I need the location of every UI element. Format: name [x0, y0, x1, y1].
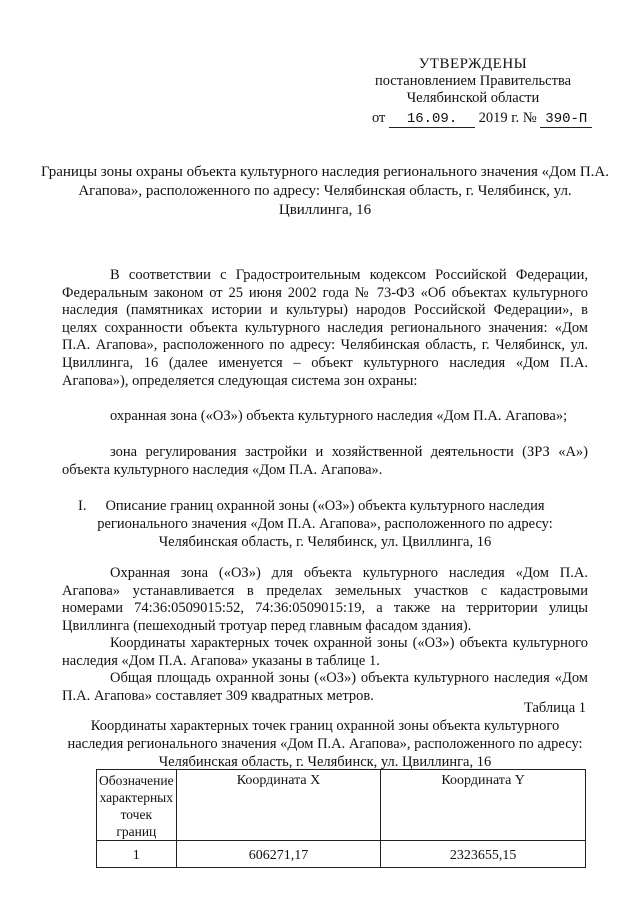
intro-paragraph: В соответствии с Градостроительным кодексом Российской Федерации, Федеральным законом от 25 июня 2002 года № 73-ФЗ «Об объектах культурного наследия (памятниках истории и культуры) народов Российской Федерации», в целях сохранности объекта культурного наследия регионального значения: «Дом П.А. Агапова», расположенного по адресу: Челябинская область, г. Челябинск, ул. Цвиллинга, 16 (далее именуется – объект культурного наследия «Дом П.А. Агапова»), определяется следующая система зон охраны: [62, 267, 588, 389]
approval-block [358, 56, 588, 107]
body-paragraph-2: Координаты характерных точек охранной зоны («ОЗ») объекта культурного наследия «Дом П.А. Агапова» указаны в таблице 1. [62, 635, 588, 669]
header-y: Координата Y [381, 770, 586, 841]
cell-point: 1 [97, 841, 177, 868]
section-number: I. [78, 498, 87, 514]
approval-heading: УТВЕРЖДЕНЫ [418, 56, 528, 72]
cell-x: 606271,17 [176, 841, 381, 868]
header-point: Обозначение характерных точек границ [97, 770, 177, 841]
table-header-row [97, 770, 586, 841]
body-paragraph-1: Охранная зона («ОЗ») для объекта культурного наследия «Дом П.А. Агапова» устанавливается в пределах земельных участков с кадастровыми номерами 74:36:0509015:52, 74:36:0509015:19, а также на территории улицы Цвиллинга (пешеходный тротуар перед главным фасадом здания). [62, 565, 588, 634]
section-heading-line-1: Описание границ охранной зоны («ОЗ») объекта культурного наследия [105, 498, 545, 514]
zone-item-oz: охранная зона («ОЗ») объекта культурного наследия «Дом П.А. Агапова»; [110, 408, 568, 424]
table-row [97, 841, 586, 868]
coordinates-table [96, 769, 586, 868]
resolution-number: 390-П [540, 111, 592, 128]
header-x: Координата X [176, 770, 381, 841]
body-paragraph-3: Общая площадь охранной зоны («ОЗ») объекта культурного наследия «Дом П.А. Агапова» составляет 309 квадратных метров. [62, 670, 588, 704]
zone-item-zrz: зона регулирования застройки и хозяйственной деятельности (ЗРЗ «А») объекта культурного наследия «Дом П.А. Агапова». [62, 444, 588, 478]
document-title: Границы зоны охраны объекта культурного наследия регионального значения «Дом П.А. Агапова», расположенного по адресу: Челябинская область, г. Челябинск, ул. Цвиллинга, 16 [40, 164, 610, 218]
table-caption: Таблица 1 [523, 700, 586, 716]
approval-line-2: Челябинской области [406, 90, 540, 106]
cell-y: 2323655,15 [381, 841, 586, 868]
year-text: 2019 г. № [478, 110, 537, 126]
date-value: 16.09. [389, 111, 475, 128]
date-prefix: от [372, 110, 386, 126]
section-heading [62, 497, 588, 551]
section-heading-line-3: Челябинская область, г. Челябинск, ул. Цвиллинга, 16 [158, 534, 492, 550]
table-title: Координаты характерных точек границ охранной зоны объекта культурного наследия регионального значения «Дом П.А. Агапова», расположенного по адресу: Челябинская область, г. Челябинск, ул. Цвиллинга, 16 [67, 718, 583, 770]
section-heading-line-2: регионального значения «Дом П.А. Агапова», расположенного по адресу: [97, 516, 553, 532]
approval-date-line [372, 110, 592, 128]
approval-line-1: постановлением Правительства [374, 73, 572, 89]
